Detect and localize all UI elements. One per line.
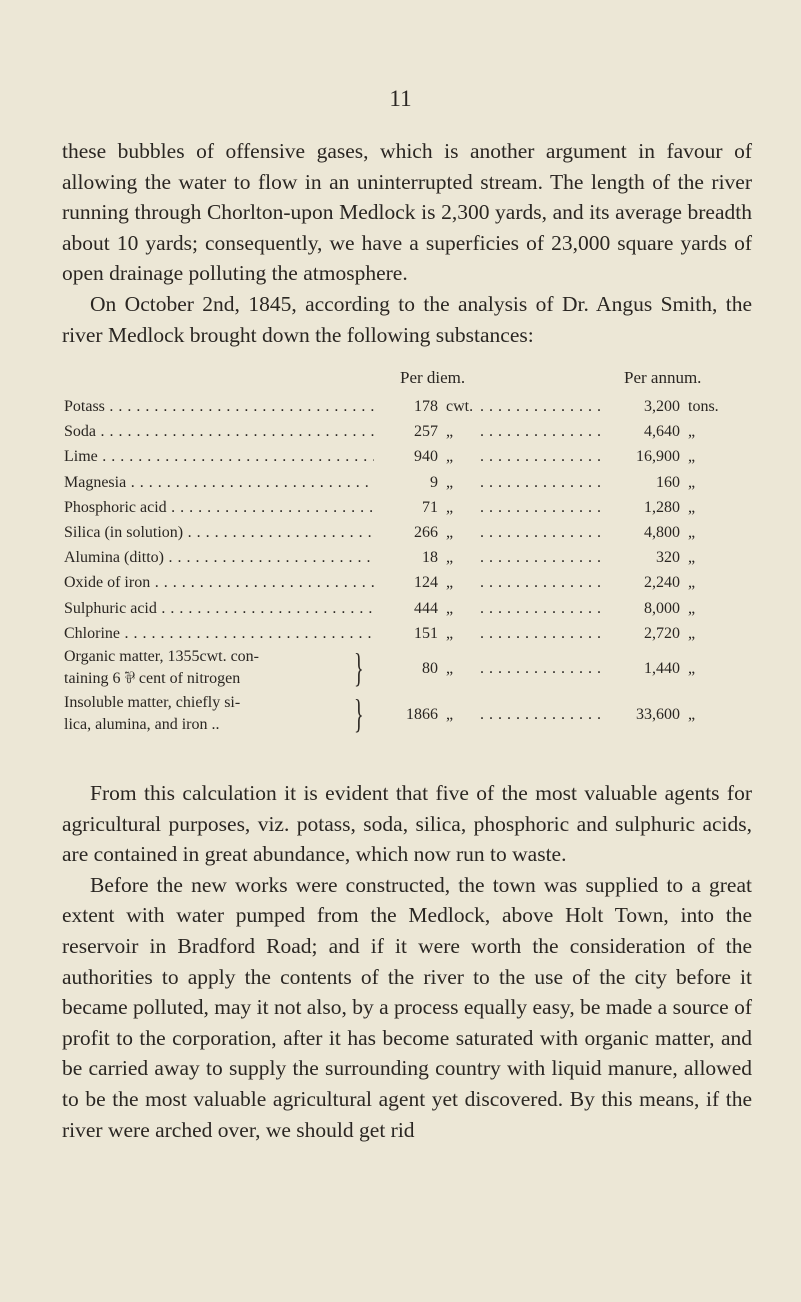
per-diem-value: 151	[374, 621, 438, 646]
per-annum-value: 16,900	[600, 444, 680, 469]
per-diem-unit: „	[446, 549, 454, 567]
text-block-bottom	[62, 778, 752, 1145]
per-annum-unit: „	[688, 448, 696, 466]
table-row-organic	[64, 646, 754, 692]
substance-name: Oxide of iron . . .	[64, 570, 380, 595]
per-diem-unit: „	[446, 659, 454, 677]
per-annum-value: 3,200	[600, 394, 680, 419]
table-row	[64, 394, 754, 419]
per-diem-value: 1866	[374, 702, 438, 727]
substance-name: Potass . . .	[64, 394, 380, 419]
leader-dots	[480, 545, 604, 570]
brace: }	[354, 690, 364, 736]
leader-dots	[480, 394, 604, 419]
insoluble-label	[64, 692, 364, 736]
per-annum-value: 320	[600, 545, 680, 570]
per-annum-value: 8,000	[600, 596, 680, 621]
per-diem-unit: „	[446, 523, 454, 541]
per-annum-value: 1,440	[600, 656, 680, 681]
table-row	[64, 495, 754, 520]
leader-dots	[480, 570, 604, 595]
per-diem-unit: „	[446, 624, 454, 642]
per-diem-unit: „	[446, 574, 454, 592]
table-row	[64, 570, 754, 595]
per-annum-unit: „	[688, 549, 696, 567]
per-diem-value: 178	[374, 394, 438, 419]
per-diem-value: 80	[374, 656, 438, 681]
substance-name: Phosphoric acid . . .	[64, 495, 380, 520]
substance-name: Sulphuric acid . . .	[64, 596, 380, 621]
leader-dots	[480, 470, 604, 495]
leader-dots	[480, 495, 604, 520]
header-per-diem: Per diem.	[400, 368, 466, 387]
per-annum-unit: „	[688, 705, 696, 723]
page-number: 11	[389, 86, 412, 111]
per-diem-value: 940	[374, 444, 438, 469]
per-diem-value: 444	[374, 596, 438, 621]
per-annum-value: 4,800	[600, 520, 680, 545]
table-row	[64, 419, 754, 444]
organic-label-line1: Organic matter, 1355cwt. con-	[64, 647, 259, 665]
per-annum-unit: „	[688, 624, 696, 642]
substances-table	[64, 368, 754, 738]
per-diem-unit: „	[446, 473, 454, 491]
leader-dots	[480, 444, 604, 469]
per-annum-unit: „	[688, 599, 696, 617]
per-annum-unit: tons.	[688, 398, 719, 415]
table-row	[64, 621, 754, 646]
organic-label-line2: taining 6 ⅌ cent of nitrogen	[64, 669, 241, 687]
per-annum-unit: „	[688, 659, 696, 677]
leader-dots	[480, 702, 604, 727]
leader-dots	[480, 520, 604, 545]
per-diem-unit: cwt.	[446, 398, 474, 415]
per-diem-unit: „	[446, 599, 454, 617]
per-diem-value: 71	[374, 495, 438, 520]
per-diem-unit: „	[446, 705, 454, 723]
per-annum-unit: „	[688, 498, 696, 516]
substance-name: Magnesia . . .	[64, 470, 380, 495]
table-row-insoluble	[64, 692, 754, 738]
table-row	[64, 520, 754, 545]
paragraph-analysis: On October 2nd, 1845, according to the analysis of Dr. Angus Smith, the river Medlock brought down the following substances:	[62, 291, 752, 347]
per-annum-value: 2,240	[600, 570, 680, 595]
leader-dots	[480, 596, 604, 621]
table-row	[64, 444, 754, 469]
substance-name: Silica (in solution) . . .	[64, 520, 380, 545]
substance-name: Soda . . .	[64, 419, 380, 444]
per-annum-unit: „	[688, 423, 696, 441]
insoluble-label-line1: Insoluble matter, chiefly si-	[64, 693, 241, 711]
leader-dots	[480, 656, 604, 681]
organic-label	[64, 646, 364, 690]
table-header	[64, 368, 754, 394]
paragraph-calculation: From this calculation it is evident that five of the most valuable agents for agricultural purposes, viz. potass, soda, silica, phosphoric and sulphuric acids, are contained in great abundance, which now run to waste.	[62, 781, 752, 867]
per-annum-value: 4,640	[600, 419, 680, 444]
per-annum-value: 2,720	[600, 621, 680, 646]
table-row	[64, 596, 754, 621]
leader-dots	[480, 419, 604, 444]
per-diem-unit: „	[446, 448, 454, 466]
per-diem-value: 257	[374, 419, 438, 444]
per-diem-unit: „	[446, 498, 454, 516]
per-annum-unit: „	[688, 574, 696, 592]
per-diem-value: 18	[374, 545, 438, 570]
brace: }	[354, 644, 364, 690]
per-diem-value: 9	[374, 470, 438, 495]
per-diem-value: 266	[374, 520, 438, 545]
paragraph-works: Before the new works were constructed, the town was supplied to a great extent with water pumped from the Medlock, above Holt Town, into the reservoir in Bradford Road; and if it were worth the consideration of the authorities to apply the contents of the river to the use of the city before it became polluted, may it not also, by a process equally easy, be made a source of profit to the corporation, after it has become saturated with organic matter, and be carried away to supply the surrounding country with liquid manure, allowed to be the most valuable agricultural agent yet discovered. By this means, if the river were arched over, we should get rid	[62, 872, 752, 1142]
insoluble-label-line2: lica, alumina, and iron ..	[64, 715, 220, 733]
header-per-annum: Per annum.	[624, 368, 702, 387]
paragraph-bubbles: these bubbles of offensive gases, which is another argument in favour of allowing the water to flow in an uninterrupted stream. The length of the river running through Chorlton-upon Medlock is 2,300 yards, and its average breadth about 10 yards; consequently, we have a superficies of 23,000 square yards of open drainage polluting the atmosphere.	[62, 139, 752, 286]
per-annum-value: 1,280	[600, 495, 680, 520]
per-diem-value: 124	[374, 570, 438, 595]
per-annum-value: 33,600	[600, 702, 680, 727]
substance-name: Chlorine . . .	[64, 621, 380, 646]
substance-name: Alumina (ditto) . . .	[64, 545, 380, 570]
per-annum-value: 160	[600, 470, 680, 495]
leader-dots	[480, 621, 604, 646]
per-annum-unit: „	[688, 523, 696, 541]
text-block-top	[62, 136, 752, 350]
per-annum-unit: „	[688, 473, 696, 491]
table-row	[64, 545, 754, 570]
table-row	[64, 470, 754, 495]
substance-name: Lime . . .	[64, 444, 380, 469]
per-diem-unit: „	[446, 423, 454, 441]
